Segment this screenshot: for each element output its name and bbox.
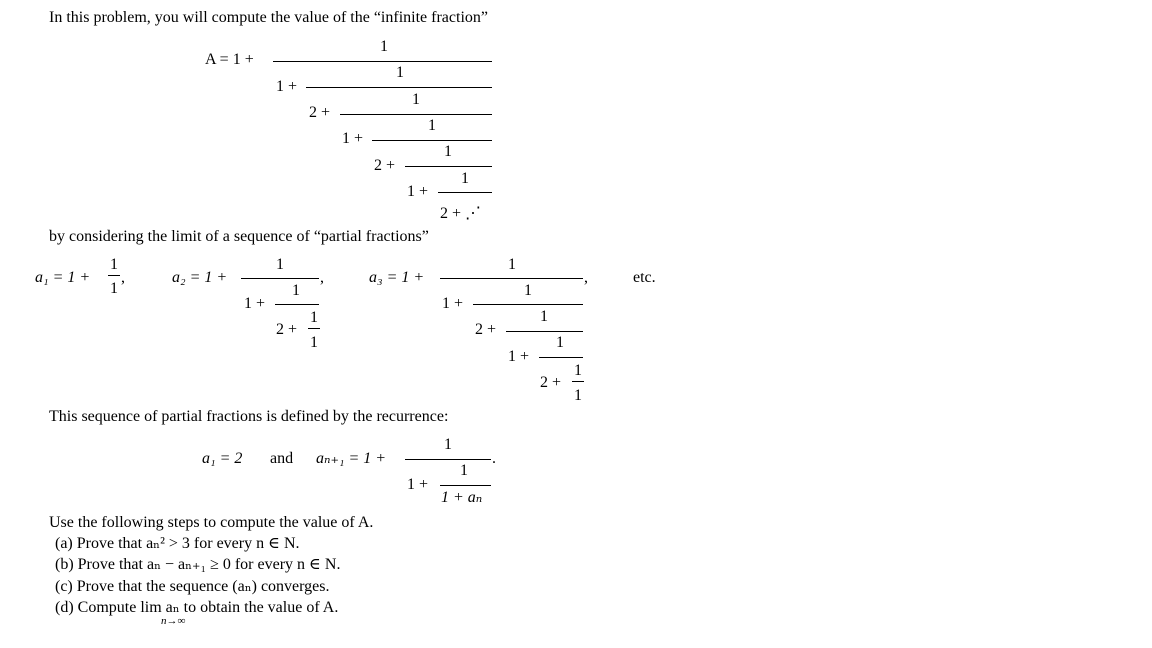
a2-fraction-bar-3 xyxy=(308,328,320,329)
a3-fraction-bar-4 xyxy=(539,357,583,358)
recurrence-fraction-bar-1 xyxy=(405,459,491,460)
step-a: (a) Prove that aₙ² > 3 for every n ∈ N. xyxy=(55,535,300,552)
transition-text: by considering the limit of a sequence of “partial fractions” xyxy=(49,228,429,245)
cf-numerator-6: 1 xyxy=(461,170,469,187)
recurrence-inner-numerator: 1 xyxy=(460,462,468,479)
a2-lhs: a₂ = 1 + xyxy=(172,269,228,286)
cf-numerator-5: 1 xyxy=(444,143,452,160)
a1-denominator: 1 xyxy=(110,280,118,297)
a3-numerator: 1 xyxy=(508,256,516,273)
a3-fraction-bar-5 xyxy=(572,381,584,382)
cf-fraction-bar-3 xyxy=(340,114,492,115)
a3-lhs: a₃ = 1 + xyxy=(369,269,425,286)
cf-fraction-bar-5 xyxy=(405,166,492,167)
a1-fraction-bar xyxy=(108,275,120,276)
a3-numerator-3: 1 xyxy=(540,308,548,325)
a3-level-4: 2 + xyxy=(540,374,562,391)
a2-comma: , xyxy=(320,269,324,286)
cf-level-5: 1 + xyxy=(407,183,429,200)
cf-fraction-bar-2 xyxy=(306,87,492,88)
cf-numerator-3: 1 xyxy=(412,91,420,108)
a2-numerator: 1 xyxy=(276,256,284,273)
a3-denominator: 1 xyxy=(574,387,582,404)
a2-level-2: 2 + xyxy=(276,321,298,338)
cf-lhs: A = 1 + xyxy=(205,51,254,68)
cf-numerator-4: 1 xyxy=(428,117,436,134)
step-b: (b) Prove that aₙ − aₙ₊₁ ≥ 0 for every n ∈ N. xyxy=(55,556,341,573)
intro-text: In this problem, you will compute the value of the “infinite fraction” xyxy=(49,9,488,26)
recurrence-and: and xyxy=(270,450,294,467)
recurrence-fraction-bar-2 xyxy=(440,485,491,486)
a3-numerator-4: 1 xyxy=(556,334,564,351)
a1-numerator: 1 xyxy=(110,256,118,273)
steps-intro: Use the following steps to compute the value of A. xyxy=(49,514,374,531)
cf-numerator-1: 1 xyxy=(380,38,388,55)
cf-level-4: 2 + xyxy=(374,157,396,174)
a3-numerator-5: 1 xyxy=(574,362,582,379)
recurrence-lhs: aₙ₊₁ = 1 + xyxy=(316,450,387,467)
recurrence-intro: This sequence of partial fractions is defined by the recurrence: xyxy=(49,408,449,425)
cf-level-1: 1 + xyxy=(276,78,298,95)
limit-subscript: n→∞ xyxy=(161,615,186,627)
a3-level-2: 2 + xyxy=(475,321,497,338)
a2-numerator-2: 1 xyxy=(292,282,300,299)
recurrence-period: . xyxy=(492,450,496,467)
a1-comma: , xyxy=(121,269,125,286)
recurrence-base: a₁ = 2 xyxy=(202,450,243,467)
cf-fraction-bar-4 xyxy=(372,140,492,141)
cf-tail: 2 + ⋰ xyxy=(440,205,482,222)
a2-denominator: 1 xyxy=(310,334,318,351)
step-c: (c) Prove that the sequence (aₙ) converges. xyxy=(55,578,330,595)
cf-fraction-bar-1 xyxy=(273,61,492,62)
recurrence-inner-denominator: 1 + aₙ xyxy=(441,489,483,506)
a3-fraction-bar-2 xyxy=(473,304,583,305)
a2-numerator-3: 1 xyxy=(310,309,318,326)
step-d: (d) Compute lim aₙ to obtain the value of A. xyxy=(55,599,339,616)
a3-fraction-bar-3 xyxy=(506,331,583,332)
cf-numerator-2: 1 xyxy=(396,64,404,81)
a2-fraction-bar-2 xyxy=(275,304,319,305)
recurrence-numerator: 1 xyxy=(444,436,452,453)
cf-fraction-bar-6 xyxy=(438,192,492,193)
cf-level-3: 1 + xyxy=(342,130,364,147)
a3-fraction-bar-1 xyxy=(440,278,583,279)
recurrence-inner-prefix: 1 + xyxy=(407,476,429,493)
a3-comma: , xyxy=(584,269,588,286)
a3-level-1: 1 + xyxy=(442,295,464,312)
a2-level-1: 1 + xyxy=(244,295,266,312)
a3-level-3: 1 + xyxy=(508,348,530,365)
a2-fraction-bar-1 xyxy=(241,278,319,279)
a3-numerator-2: 1 xyxy=(524,282,532,299)
cf-level-2: 2 + xyxy=(309,104,331,121)
a1-lhs: a₁ = 1 + xyxy=(35,269,91,286)
etc-text: etc. xyxy=(633,269,656,286)
